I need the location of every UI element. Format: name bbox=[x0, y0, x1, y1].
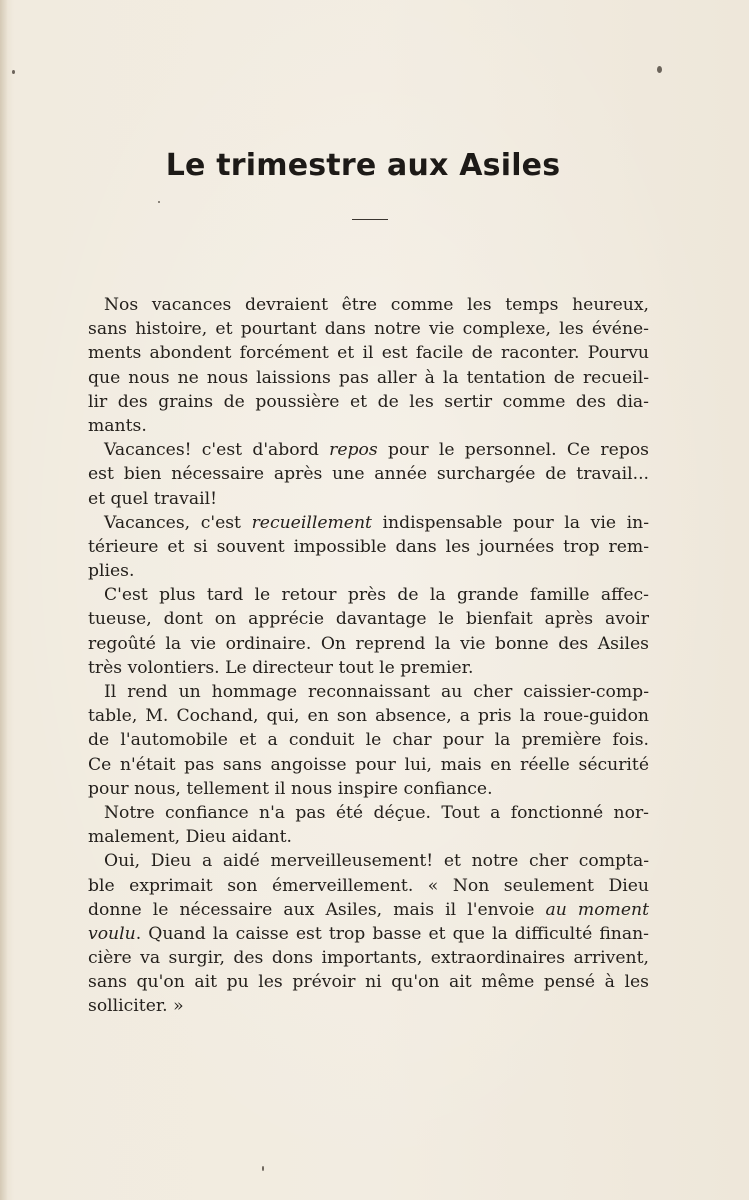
paragraph bbox=[88, 511, 649, 584]
text-line: lir des grains de poussière et de les sertir comme des dia- bbox=[88, 391, 649, 412]
text-line: Il rend un hommage reconnaissant au cher caissier-comp- bbox=[104, 682, 649, 702]
text-line: C'est plus tard le retour près de la grande famille affec- bbox=[104, 585, 649, 606]
text-line: Vacances! c'est d'abord repos pour le personnel. Ce repos bbox=[104, 440, 649, 461]
emphasis-text: voulu bbox=[88, 923, 136, 944]
emphasis-text: au moment bbox=[545, 899, 650, 920]
text-line: Vacances, c'est recueillement indispensable pour la vie in- bbox=[104, 512, 649, 533]
paragraph bbox=[88, 801, 649, 849]
text-line: donne le nécessaire aux Asiles, mais il l'envoie au moment bbox=[88, 899, 650, 920]
text-line: Notre confiance n'a pas été déçue. Tout a fonctionné nor- bbox=[104, 802, 649, 823]
title-divider bbox=[352, 219, 388, 220]
text-line: Nos vacances devraient être comme les temps heureux, bbox=[104, 295, 649, 315]
print-speck bbox=[12, 70, 15, 74]
text-line: solliciter. » bbox=[88, 996, 184, 1017]
text-line: sans histoire, et pourtant dans notre vie complexe, les événe- bbox=[88, 319, 649, 340]
text-line: que nous ne nous laissions pas aller à la tentation de recueil- bbox=[88, 367, 649, 388]
article-body bbox=[88, 293, 649, 1019]
paragraph bbox=[88, 293, 649, 438]
paragraph bbox=[88, 583, 649, 680]
text-line: térieure et si souvent impossible dans les journées trop rem- bbox=[88, 536, 649, 557]
text-line: voulu. Quand la caisse est trop basse et que la difficulté finan- bbox=[88, 923, 649, 944]
emphasis-text: repos bbox=[329, 440, 378, 461]
text-line: de l'automobile et a conduit le char pour la première fois. bbox=[88, 730, 649, 751]
text-line: malement, Dieu aidant. bbox=[88, 827, 293, 848]
text-line: sans qu'on ait pu les prévoir ni qu'on ait même pensé à les bbox=[88, 972, 649, 993]
paragraph bbox=[88, 849, 649, 1018]
paragraph bbox=[88, 680, 649, 801]
text-line: regoûté la vie ordinaire. On reprend la vie bonne des Asiles bbox=[88, 633, 649, 654]
text-line: ble exprimait son émerveillement. « Non seulement Dieu bbox=[88, 875, 649, 896]
text-line: Ce n'était pas sans angoisse pour lui, mais en réelle sécurité bbox=[88, 754, 649, 775]
text-line: mants. bbox=[88, 415, 147, 436]
emphasis-text: recueillement bbox=[251, 512, 372, 533]
text-line: cière va surgir, des dons importants, extraordinaires arrivent, bbox=[88, 948, 649, 969]
print-speck bbox=[158, 201, 160, 203]
page-title: Le trimestre aux Asiles bbox=[165, 148, 561, 183]
text-line: ments abondent forcément et il est facile de raconter. Pourvu bbox=[88, 343, 649, 364]
text-line: table, M. Cochand, qui, en son absence, a pris la roue-guidon bbox=[88, 706, 649, 727]
text-line: tueuse, dont on apprécie davantage le bienfait après avoir bbox=[88, 609, 649, 630]
text-line: pour nous, tellement il nous inspire confiance. bbox=[88, 778, 493, 799]
text-line: Oui, Dieu a aidé merveilleusement! et notre cher compta- bbox=[104, 851, 649, 872]
text-line: et quel travail! bbox=[88, 488, 217, 509]
print-speck bbox=[657, 66, 662, 73]
print-speck bbox=[262, 1166, 264, 1171]
text-line: est bien nécessaire après une année surchargée de travail... bbox=[88, 464, 649, 485]
text-line: très volontiers. Le directeur tout le premier. bbox=[88, 657, 474, 678]
text-line: plies. bbox=[88, 561, 135, 582]
paragraph bbox=[88, 438, 649, 511]
